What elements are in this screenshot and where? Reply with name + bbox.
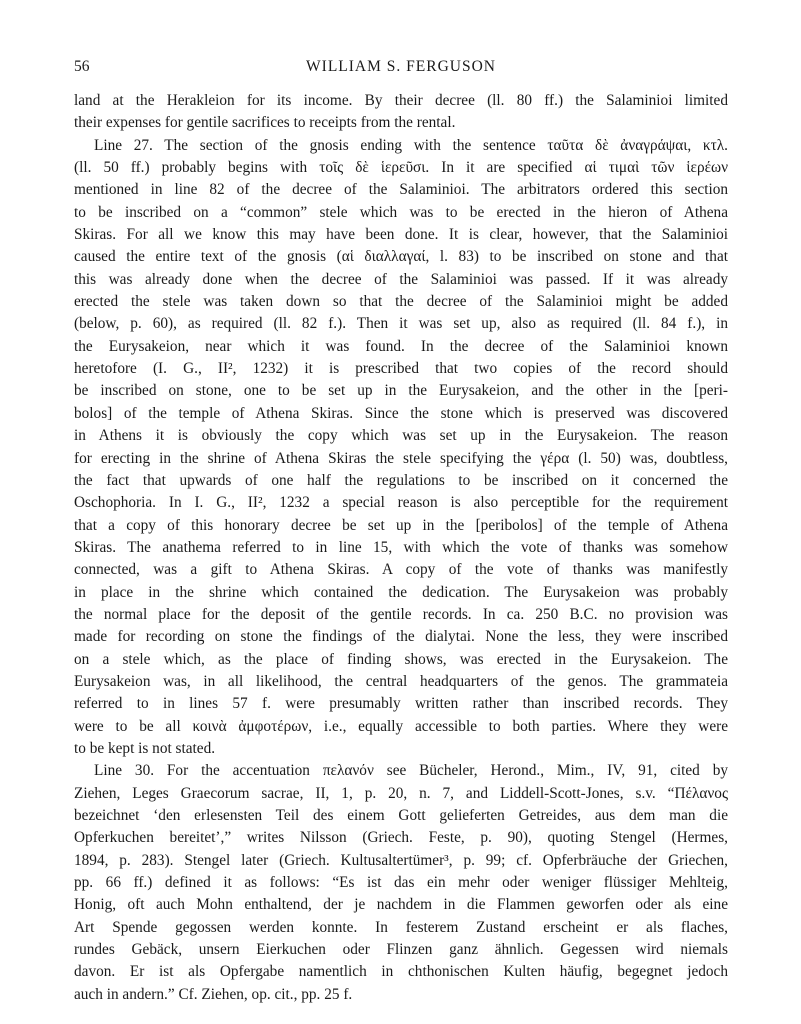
text-line: to be inscribed on a “common” stele which was to be erected in the hieron of Athena [74,203,728,221]
text-line: Ziehen, Leges Graecorum sacrae, II, 1, p. 20, n. 7, and Liddell-Scott-Jones, s.v. “Πέλανος [74,784,728,802]
text-line: (below, p. 60), as required (ll. 82 f.). Then it was set up, also as required (ll. 84 f.), in [74,315,728,333]
text-line: davon. Er ist als Opfergabe namentlich in chthonischen Kulten häufig, begegnet jedoch [74,963,728,981]
text-line: caused the entire text of the gnosis (αἱ διαλλαγαί, l. 83) to be inscribed on stone and that [74,248,728,266]
text-line: Line 30. For the accentuation πελανόν see Bücheler, Herond., Mim., IV, 91, cited by [94,762,728,780]
page-number: 56 [74,58,90,75]
text-line: for erecting in the shrine of Athena Skiras the stele specifying the γέρα (l. 50) was, doubtless, [74,449,728,467]
text-line: (ll. 50 ff.) probably begins with τοῖς δὲ ἱερεῦσι. In it are specified αἱ τιμαὶ τῶν ἱερέων [74,159,728,177]
text-line: 1894, p. 283). Stengel later (Griech. Kultusaltertümer³, p. 99; cf. Opferbräuche der Griechen, [74,851,728,869]
page-header [74,58,728,80]
running-head: WILLIAM S. FERGUSON [306,58,496,75]
text-line: referred to in lines 57 f. were presumably written rather than inscribed records. They [74,695,728,713]
text-line: be inscribed on stone, one to be set up in the Eurysakeion, and the other in the [peri- [74,382,728,400]
body-text [74,90,728,1006]
text-line: Art Spende gegossen werden konnte. In festerem Zustand erscheint er als flaches, [74,918,728,936]
text-line: in Athens it is obviously the copy which was set up in the Eurysakeion. The reason [74,427,728,445]
text-line: pp. 66 ff.) defined it as follows: “Es ist das ein mehr oder weniger flüssiger Mehlteig, [74,874,728,892]
text-line: in place in the shrine which contained the dedication. The Eurysakeion was probably [74,583,728,601]
text-line: to be kept is not stated. [74,739,216,757]
text-line: auch in andern.” Cf. Ziehen, op. cit., pp. 25 f. [74,985,353,1003]
text-line: the normal place for the deposit of the gentile records. In ca. 250 B.C. no provision was [74,605,728,623]
text-line: connected, was a gift to Athena Skiras. A copy of the vote of thanks was manifestly [74,561,728,579]
text-line: land at the Herakleion for its income. By their decree (ll. 80 ff.) the Salaminioi limited [74,92,728,109]
text-line: Skiras. The anathema referred to in line 15, with which the vote of thanks was somehow [74,538,728,556]
text-line: bezeichnet ‘den erlesensten Teil des einem Gott gelieferten Getreides, aus dem man die [74,807,728,824]
text-line: rundes Gebäck, unsern Eierkuchen oder Flinzen ganz ähnlich. Gegessen wird niemals [74,941,728,959]
text-line: Line 27. The section of the gnosis ending with the sentence ταῦτα δὲ ἀναγράψαι, κτλ. [94,136,728,154]
text-line: on a stele which, as the place of finding shows, was erected in the Eurysakeion. The [74,650,728,668]
text-line: bolos] of the temple of Athena Skiras. Since the stone which is preserved was discovered [74,404,728,422]
text-line: Honig, oft auch Mohn enthaltend, der je nachdem in die Flammen geworfen oder als eine [74,896,728,914]
text-line: Skiras. For all we know this may have been done. It is clear, however, that the Salaminioi [74,226,728,244]
text-line: heretofore (I. G., II², 1232) it is prescribed that two copies of the record should [74,360,728,378]
text-line: that a copy of this honorary decree be set up in the [peribolos] of the temple of Athena [74,516,728,534]
text-line: their expenses for gentile sacrifices to receipts from the rental. [74,114,456,132]
text-line: Oschophoria. In I. G., II², 1232 a special reason is also perceptible for the requirement [74,494,728,512]
text-line: erected the stele was taken down so that the decree of the Salaminioi might be added [74,293,728,311]
text-line: the fact that upwards of one half the regulations to be inscribed on it concerned the [74,471,728,489]
text-line: mentioned in line 82 of the decree of the Salaminioi. The arbitrators ordered this section [74,181,728,199]
text-line: this was already done when the decree of the Salaminioi was passed. If it was already [74,270,728,288]
text-line: the Eurysakeion, near which it was found. In the decree of the Salaminioi known [74,337,728,355]
text-line: Opferkuchen bereitet’,” writes Nilsson (Griech. Feste, p. 90), quoting Stengel (Hermes, [74,829,728,847]
text-line: made for recording on stone the findings of the dialytai. None the less, they were inscribed [74,628,728,646]
text-line: Eurysakeion was, in all likelihood, the central headquarters of the genos. The grammateia [74,672,728,690]
text-line: were to be all κοινὰ ἀμφοτέρων, i.e., equally accessible to both parties. Where they were [74,717,728,735]
